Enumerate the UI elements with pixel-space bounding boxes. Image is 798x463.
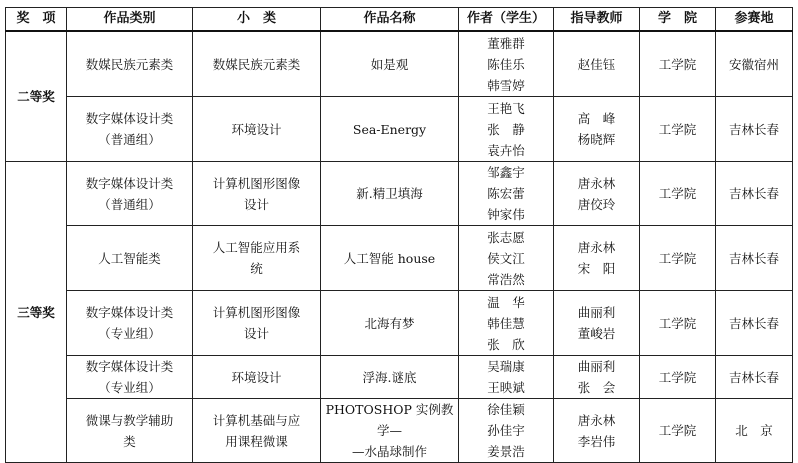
advisors-cell: 赵佳钰 [554,31,640,97]
table-row [6,399,793,463]
header-location: 参赛地 [716,8,793,32]
subcategory-cell: 计算机基础与应 用课程微课 [193,399,321,463]
advisors-cell: 曲丽利 张 会 [554,356,640,399]
location-cell: 吉林长春 [716,226,793,291]
advisors-cell: 唐永林 宋 阳 [554,226,640,291]
table-row [6,291,793,356]
table-row [6,356,793,399]
table-row [6,226,793,291]
college-cell: 工学院 [640,31,716,97]
category-cell: 数字媒体设计类 （专业组） [67,291,193,356]
college-cell: 工学院 [640,399,716,463]
location-cell: 安徽宿州 [716,31,793,97]
subcategory-cell: 人工智能应用系 统 [193,226,321,291]
header-row [6,8,793,32]
title-cell: Sea-Energy [321,97,459,162]
authors-cell: 王艳飞 张 静 袁卉怡 [459,97,554,162]
category-cell: 数字媒体设计类 （专业组） [67,356,193,399]
title-cell: 如是观 [321,31,459,97]
title-cell: PHOTOSHOP 实例教学— —水晶球制作 [321,399,459,463]
college-cell: 工学院 [640,226,716,291]
location-cell: 吉林长春 [716,97,793,162]
subcategory-cell: 计算机图形图像 设计 [193,291,321,356]
authors-cell: 徐佳颖 孙佳宇 姜景浩 [459,399,554,463]
header-subcategory: 小 类 [193,8,321,32]
subcategory-cell: 环境设计 [193,356,321,399]
title-cell: 浮海.谜底 [321,356,459,399]
authors-cell: 邹鑫宇 陈宏蕾 钟家伟 [459,162,554,226]
location-cell: 吉林长春 [716,162,793,226]
advisors-cell: 曲丽利 董峻岩 [554,291,640,356]
awards-table-wrapper [5,7,792,463]
table-row [6,97,793,162]
header-title: 作品名称 [321,8,459,32]
authors-cell: 吴瑞康 王映斌 [459,356,554,399]
category-cell: 微课与教学辅助 类 [67,399,193,463]
title-cell: 新.精卫填海 [321,162,459,226]
category-cell: 人工智能类 [67,226,193,291]
advisors-cell: 唐永林 唐佼玲 [554,162,640,226]
college-cell: 工学院 [640,162,716,226]
authors-cell: 温 华 韩佳慧 张 欣 [459,291,554,356]
location-cell: 吉林长春 [716,356,793,399]
header-college: 学 院 [640,8,716,32]
advisors-cell: 高 峰 杨晓辉 [554,97,640,162]
subcategory-cell: 环境设计 [193,97,321,162]
authors-cell: 张志愿 侯文江 常浩然 [459,226,554,291]
subcategory-cell: 数媒民族元素类 [193,31,321,97]
college-cell: 工学院 [640,356,716,399]
college-cell: 工学院 [640,291,716,356]
advisors-cell: 唐永林 李岩伟 [554,399,640,463]
location-cell: 吉林长春 [716,291,793,356]
category-cell: 数字媒体设计类 （普通组） [67,97,193,162]
title-cell: 北海有梦 [321,291,459,356]
title-cell: 人工智能 house [321,226,459,291]
subcategory-cell: 计算机图形图像 设计 [193,162,321,226]
header-advisors: 指导教师 [554,8,640,32]
category-cell: 数媒民族元素类 [67,31,193,97]
category-cell: 数字媒体设计类 （普通组） [67,162,193,226]
location-cell: 北 京 [716,399,793,463]
awards-table [5,7,793,463]
header-authors: 作者（学生） [459,8,554,32]
award-cell-second: 二等奖 [6,31,67,162]
table-row [6,162,793,226]
table-row [6,31,793,97]
award-cell-third: 三等奖 [6,162,67,463]
authors-cell: 董雅群 陈佳乐 韩雪婷 [459,31,554,97]
college-cell: 工学院 [640,97,716,162]
header-category: 作品类别 [67,8,193,32]
header-award: 奖 项 [6,8,67,32]
